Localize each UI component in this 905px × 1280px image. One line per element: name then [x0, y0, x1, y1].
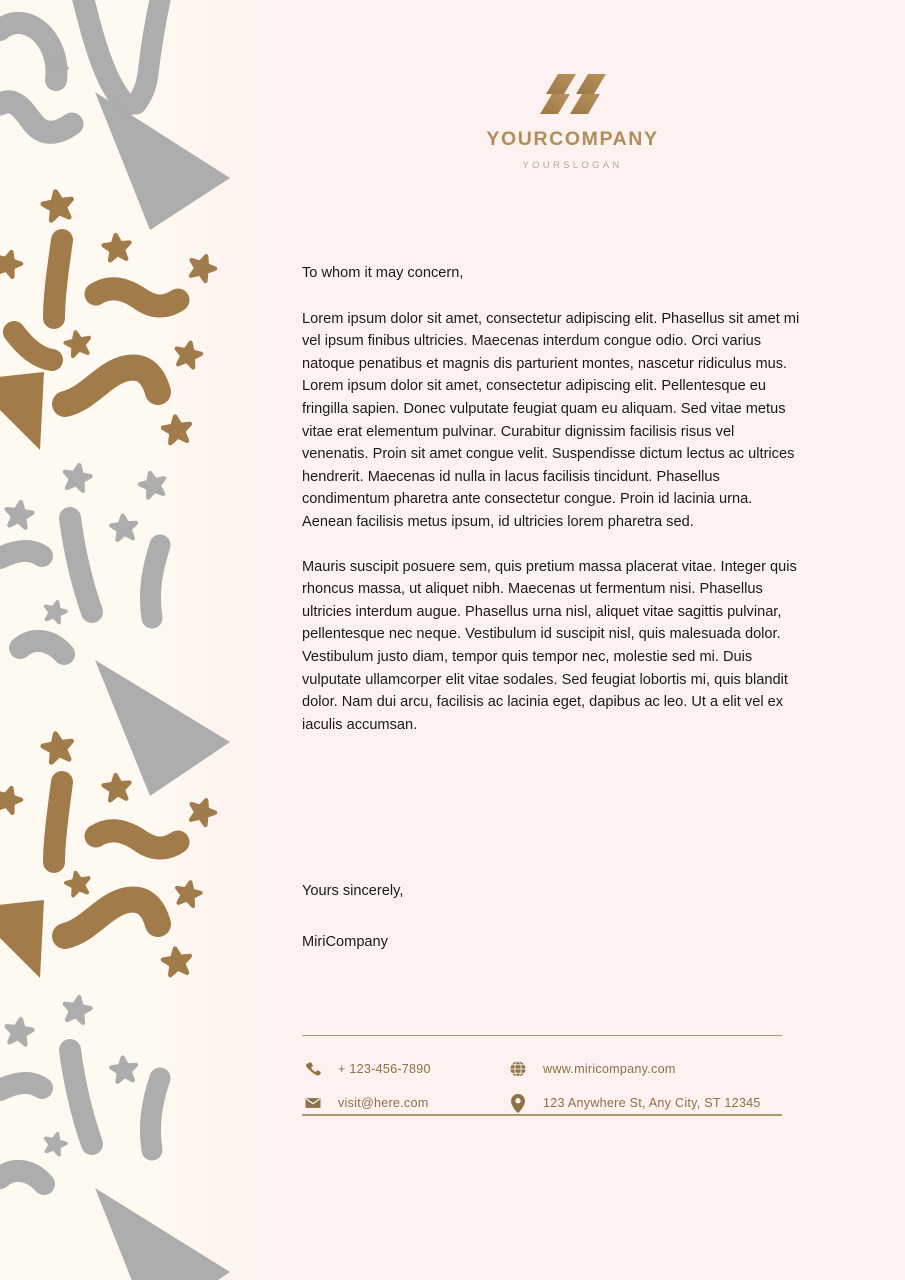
letter-content [240, 0, 905, 1280]
contact-phone[interactable] [302, 1052, 431, 1086]
four-parallelogram-monogram-icon [536, 72, 610, 116]
confetti-pattern-svg [0, 0, 240, 1280]
footer-rule-bottom [302, 1114, 782, 1115]
confetti-decoration-panel [0, 0, 240, 1280]
footer-contacts [302, 1036, 782, 1114]
location-pin-icon [507, 1092, 529, 1114]
letter-body [302, 262, 802, 758]
body-paragraph: Mauris suscipit posuere sem, quis pretium massa placerat vitae. Integer quis rhoncus massa, ut aliquet nibh. Maecenas ut fermentum nisi. Phasellus ultricies interdum augue. Phasellus urna nisl, aliquet vitae sagittis pulvinar, pellentesque nec neque. Vestibulum id suscipit nisl, quis malesuada dolor. Vestibulum justo diam, tempor quis tempor nec, molestie sed mi. Duis vulputate ullamcorper elit vitae sodales. Sed feugiat lobortis mi, quis blandit dolor. Nam dui arcu, facilisis ac lacinia eget, dapibus ac leo. Ut a elit vel ex iaculis accumsan. [302, 558, 797, 733]
letterhead-footer [302, 1035, 782, 1116]
letterhead-logo-block [240, 72, 905, 170]
contact-website[interactable] [507, 1052, 761, 1086]
phone-number: + 123-456-7890 [338, 1062, 431, 1077]
street-address: 123 Anywhere St, Any City, ST 12345 [543, 1096, 761, 1111]
website-url: www.miricompany.com [543, 1062, 676, 1077]
signoff-block [302, 880, 802, 953]
signature-name: MiriCompany [302, 933, 388, 950]
company-name: YOURCOMPANY [486, 128, 659, 150]
body-paragraph: Lorem ipsum dolor sit amet, consectetur adipiscing elit. Phasellus sit amet mi vel ipsum finibus ultricies. Maecenas interdum congue odio. Orci varius natoque penatibus et magnis dis parturient montes, nascetur ridiculus mus. Lorem ipsum dolor sit amet, consectetur adipiscing elit. Pellentesque eu fringilla sapien. Donec vulputate feugiat quam eu aliquam. Sed vitae metus vitae erat elementum pulvinar. Curabitur dignissim facilisis risus vel venenatis. Proin sit amet congue velit. Suspendisse dictum lectus ac ultrices hendrerit. Maecenas id nulla in lacus facilisis tincidunt. Phasellus condimentum pharetra ante consectetur congue. Proin id lacinia urna. Aenean facilisis metus ipsum, id ultricies lorem pharetra sed. [302, 310, 800, 530]
closing-line: Yours sincerely, [302, 883, 404, 899]
globe-icon [507, 1058, 529, 1080]
salutation: To whom it may concern, [302, 265, 464, 281]
company-slogan: YOURSLOGAN [522, 159, 623, 171]
email-address: visit@here.com [338, 1096, 429, 1111]
envelope-icon [302, 1092, 324, 1114]
phone-icon [302, 1058, 324, 1080]
contact-column-left [302, 1052, 431, 1120]
contact-column-right [507, 1052, 761, 1120]
